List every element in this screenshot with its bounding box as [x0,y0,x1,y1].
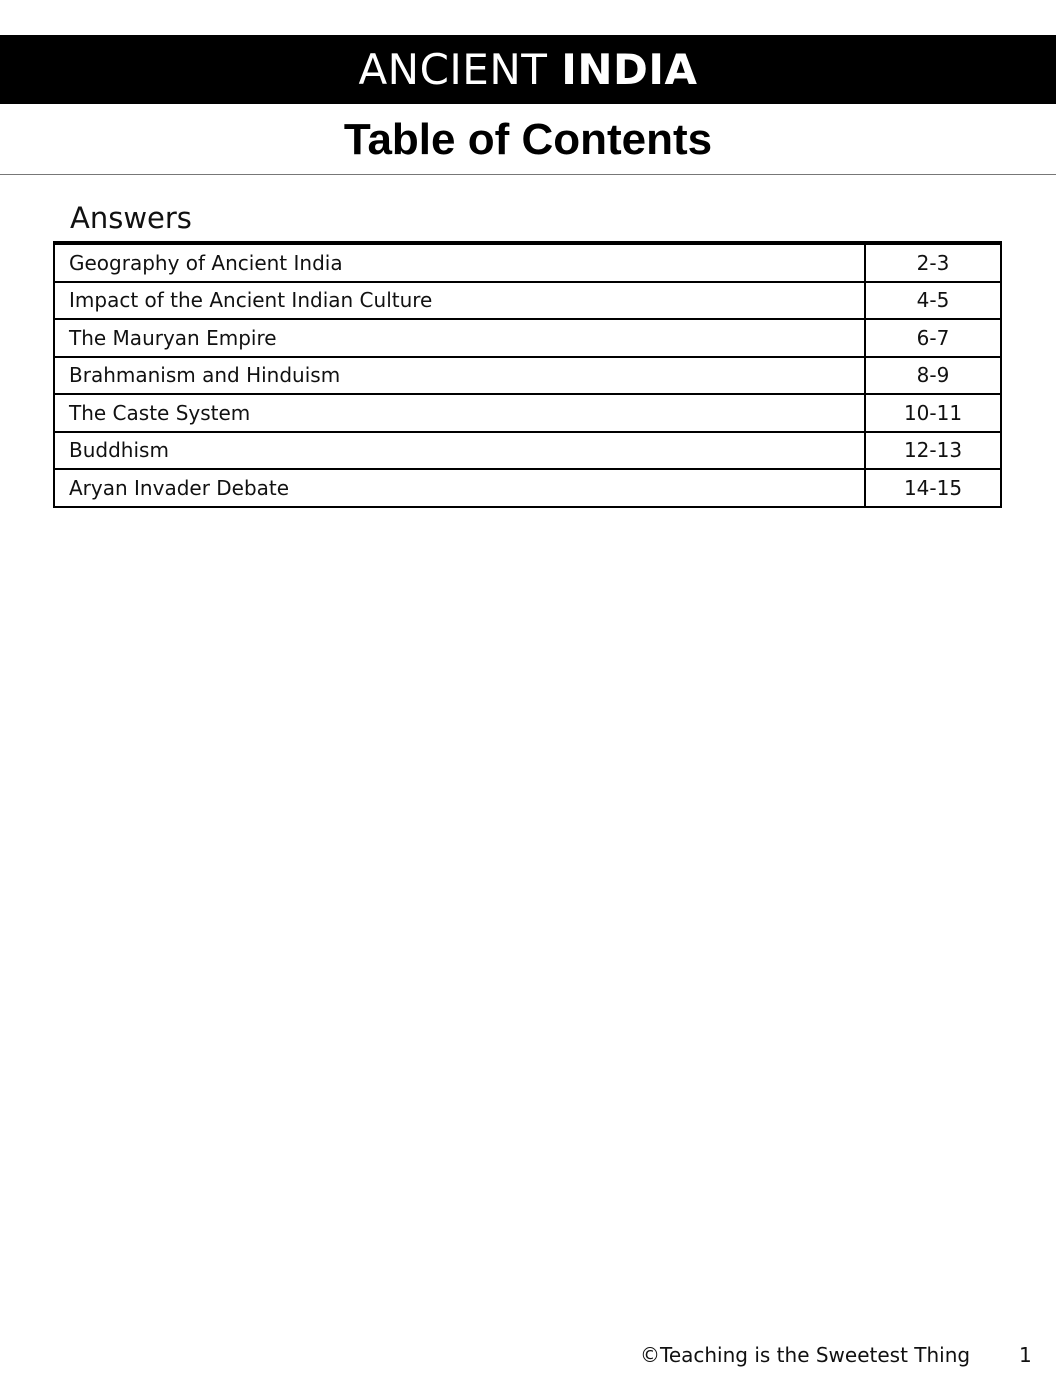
banner-title-bold: INDIA [561,44,698,94]
section-heading: Answers [70,201,192,235]
toc-entry-title: Brahmanism and Hinduism [54,357,865,395]
footer-credit: ©Teaching is the Sweetest Thing [640,1343,971,1367]
toc-entry-pages: 10-11 [865,394,1001,432]
page-number: 1 [1019,1343,1032,1367]
toc-entry-pages: 12-13 [865,432,1001,470]
toc-entry-pages: 6-7 [865,319,1001,357]
toc-entry-pages: 8-9 [865,357,1001,395]
title-divider [0,174,1056,175]
toc-row [54,357,1001,395]
toc-row [54,319,1001,357]
toc-row [54,394,1001,432]
banner-title-light: ANCIENT [358,44,562,94]
title-banner [0,35,1056,104]
toc-entry-title: The Mauryan Empire [54,319,865,357]
banner-title [358,44,698,94]
toc-entry-pages: 14-15 [865,469,1001,507]
toc-entry-title: Buddhism [54,432,865,470]
toc-row [54,243,1001,282]
toc-row [54,282,1001,320]
toc-entry-title: The Caste System [54,394,865,432]
toc-entry-pages: 4-5 [865,282,1001,320]
toc-entry-pages: 2-3 [865,243,1001,282]
toc-entry-title: Aryan Invader Debate [54,469,865,507]
toc-entry-title: Impact of the Ancient Indian Culture [54,282,865,320]
toc-row [54,469,1001,507]
toc-entry-title: Geography of Ancient India [54,243,865,282]
page-title: Table of Contents [343,115,713,164]
toc-table [53,241,1002,508]
toc-row [54,432,1001,470]
